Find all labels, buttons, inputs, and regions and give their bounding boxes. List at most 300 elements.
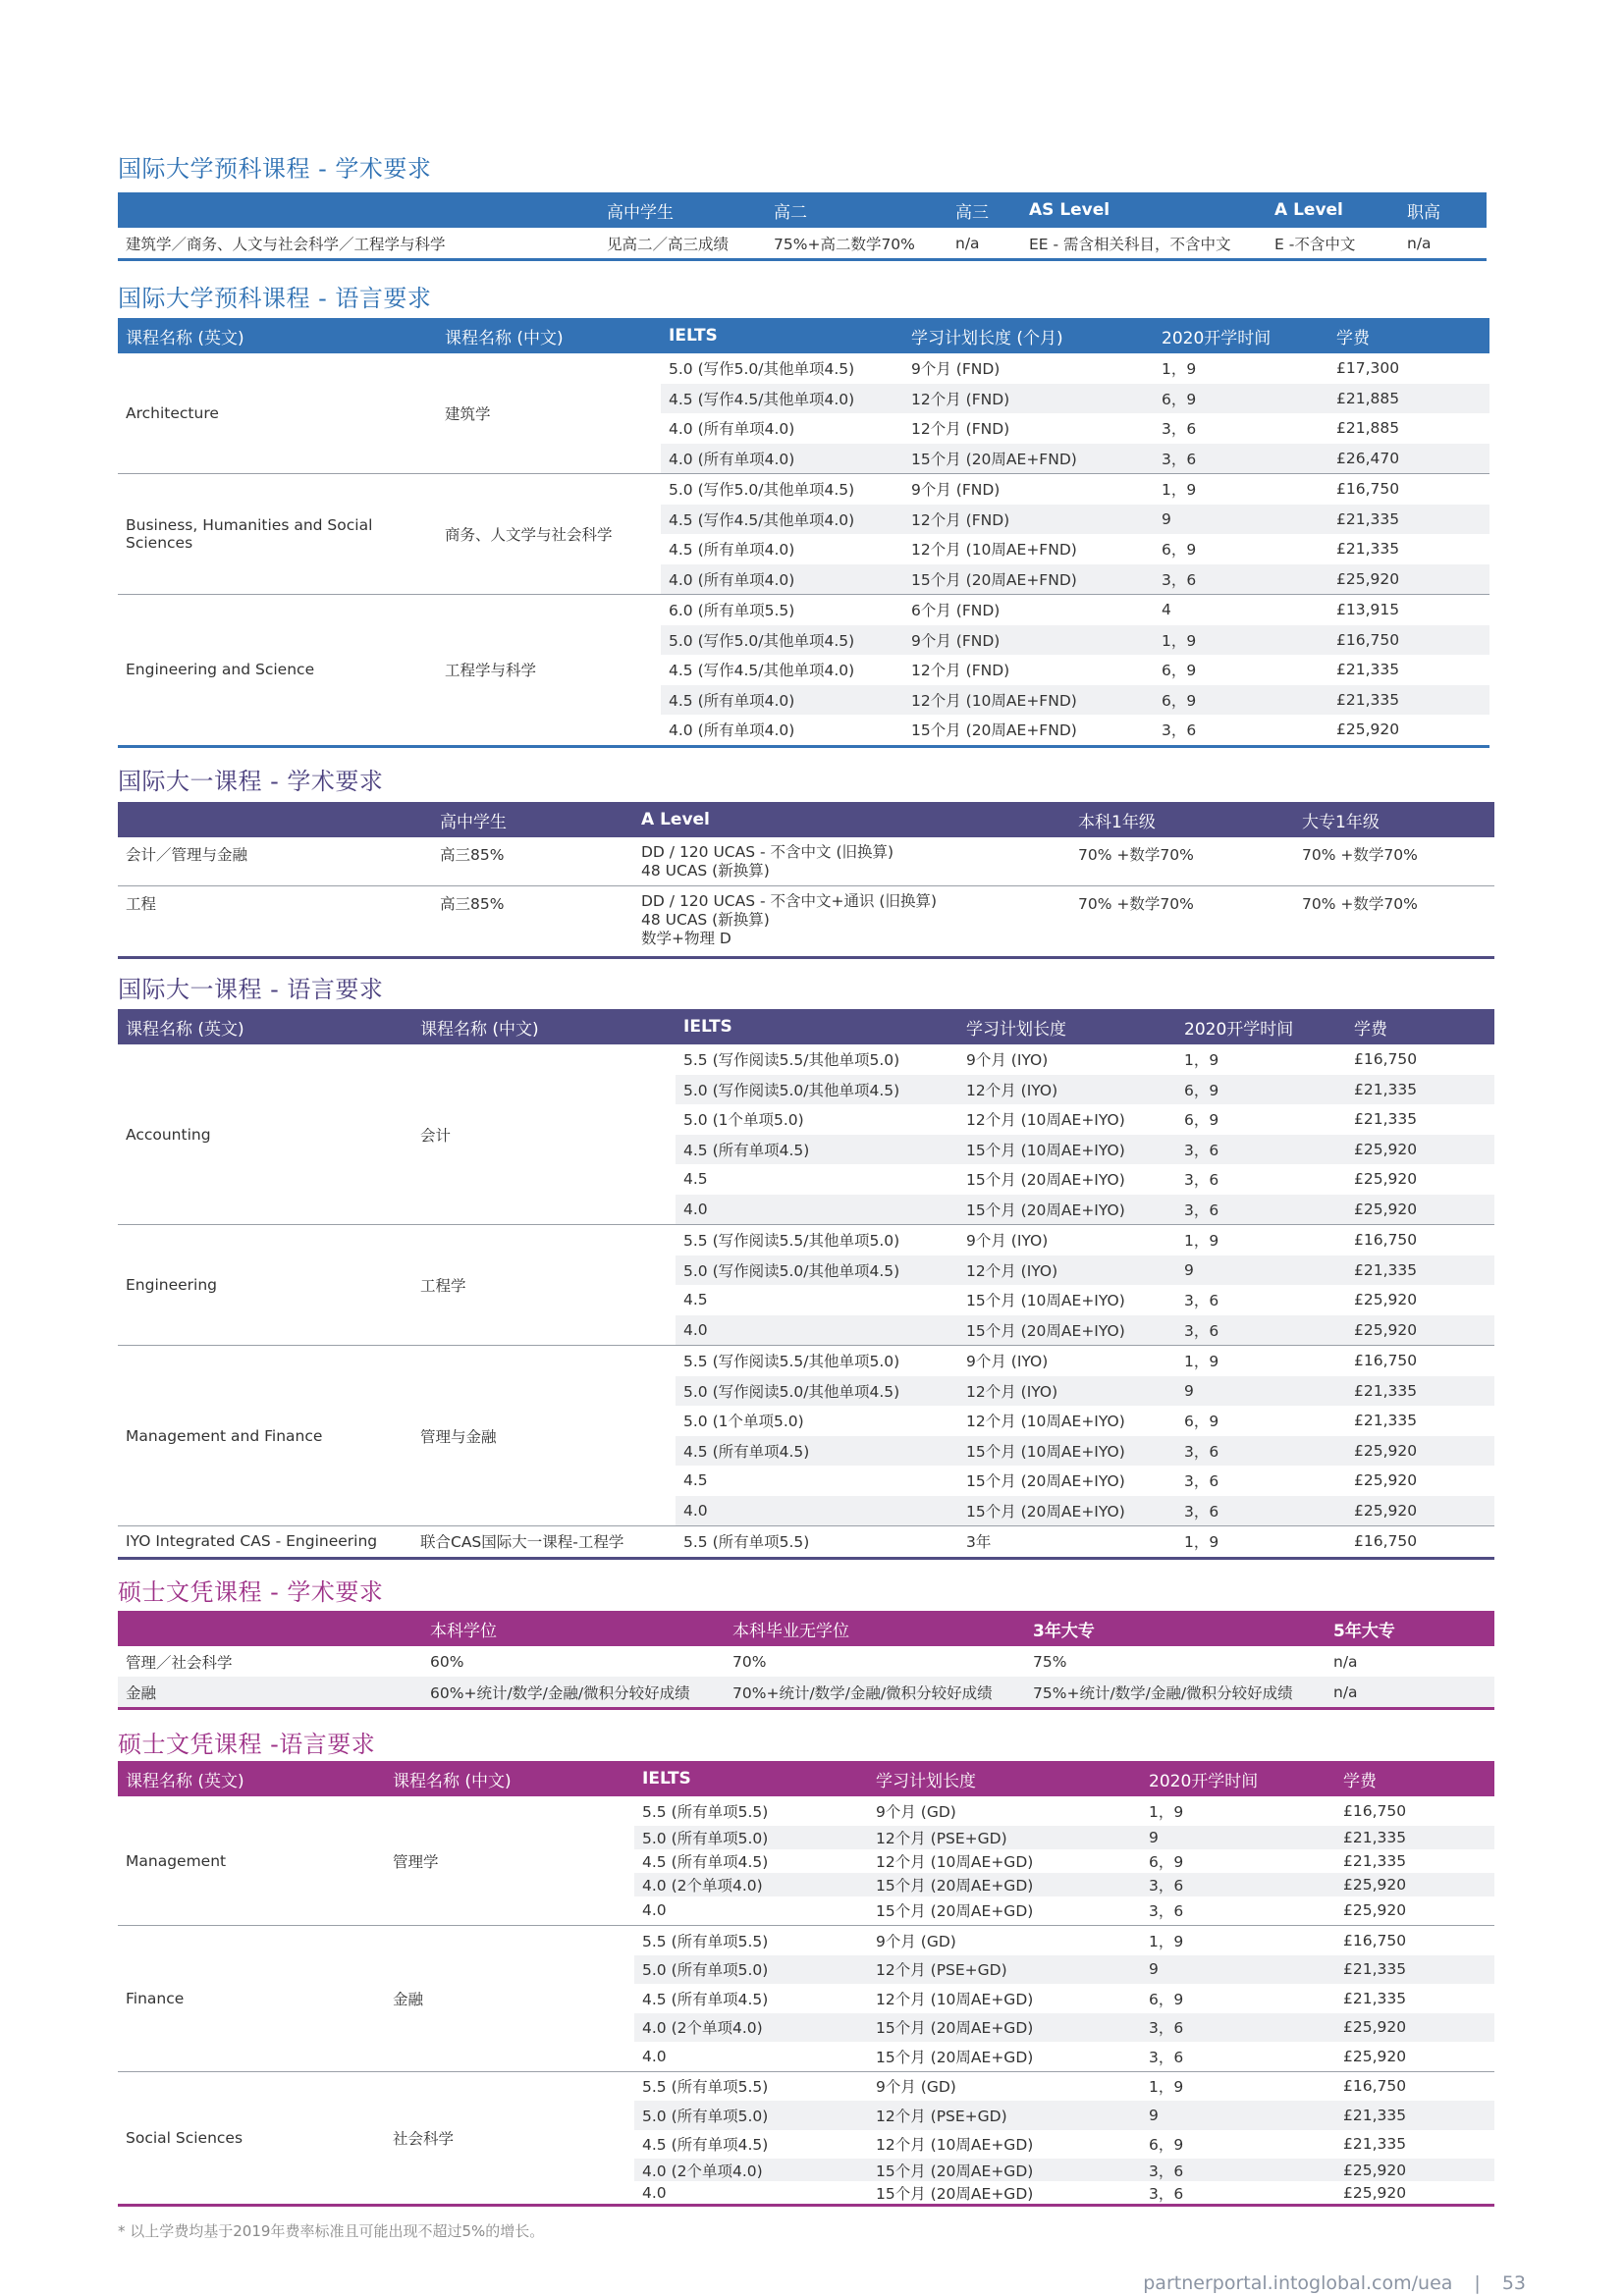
start-cell: 6，9 (1149, 1852, 1184, 1871)
option-row (634, 2101, 1494, 2130)
start-cell: 6，9 (1184, 1081, 1219, 1099)
duration-cell: 9个月 (IYO) (966, 1353, 1049, 1371)
duration-cell: 15个月 (20周AE+GD) (876, 2162, 1034, 2180)
alevel-line: DD / 120 UCAS - 不含中文+通识 (旧换算) (641, 892, 938, 910)
option-row (634, 2181, 1494, 2204)
fee-cell: £17,300 (1336, 359, 1400, 378)
duration-cell: 12个月 (10周AE+IYO) (966, 1413, 1125, 1431)
page-number: 53 (1501, 2272, 1526, 2294)
course-name-cn: 管理与金融 (420, 1427, 497, 1446)
ielts-cell: 4.0 (683, 1200, 708, 1218)
option-row (676, 1164, 1494, 1195)
fee-cell: £16,750 (1354, 1352, 1418, 1370)
gd-language-table (118, 1761, 1494, 2207)
ielts-cell: 4.0 (所有单项4.0) (669, 450, 795, 468)
fee-cell: £25,920 (1343, 2183, 1407, 2202)
fee-cell: £16,750 (1354, 1532, 1418, 1551)
ielts-cell: 4.5 (写作4.5/其他单项4.0) (669, 390, 855, 408)
fee-cell: £16,750 (1336, 630, 1400, 649)
fee-cell: £21,335 (1343, 2135, 1407, 2154)
ielts-cell: 4.5 (683, 1471, 708, 1490)
ielts-cell: 5.5 (所有单项5.5) (683, 1533, 810, 1552)
start-cell: 1，9 (1184, 1353, 1219, 1371)
course-group (118, 1346, 1494, 1526)
header-cell: 本科学位 (430, 1621, 497, 1641)
duration-cell: 9个月 (GD) (876, 1802, 956, 1821)
option-row (676, 1346, 1494, 1376)
page-footer (1143, 2272, 1526, 2294)
option-row (634, 1849, 1494, 1873)
fee-cell: £21,335 (1354, 1381, 1418, 1400)
course-name-en: Engineering and Science (126, 661, 315, 679)
header-cell: 3年大专 (1033, 1621, 1095, 1641)
option-row (634, 2130, 1494, 2160)
fee-cell: £25,920 (1354, 1501, 1418, 1520)
ielts-cell: 4.5 (所有单项4.5) (642, 2136, 769, 2155)
table-header (118, 1761, 1494, 1796)
table-cell: n/a (955, 234, 980, 252)
start-cell: 6，9 (1162, 662, 1197, 680)
duration-cell: 15个月 (20周AE+FND) (911, 570, 1077, 589)
option-rows (676, 1044, 1494, 1224)
course-group (118, 1926, 1494, 2072)
ielts-cell: 5.5 (写作阅读5.5/其他单项5.0) (683, 1353, 900, 1371)
fee-cell: £13,915 (1336, 601, 1400, 619)
option-row (661, 534, 1489, 564)
fee-cell: £21,335 (1336, 509, 1400, 528)
option-rows (661, 474, 1489, 594)
fee-cell: £21,335 (1343, 1960, 1407, 1979)
course-name-en: IYO Integrated CAS - Engineering (126, 1532, 378, 1551)
fee-cell: £16,750 (1343, 1931, 1407, 1949)
header-cell: 5年大专 (1333, 1621, 1395, 1641)
ielts-cell: 4.5 (所有单项4.0) (669, 691, 795, 710)
start-cell: 3，6 (1149, 2162, 1184, 2180)
fee-cell: £21,335 (1354, 1260, 1418, 1279)
ielts-cell: 4.5 (写作4.5/其他单项4.0) (669, 662, 855, 680)
ielts-cell: 4.5 (所有单项4.5) (642, 1990, 769, 2008)
header-cell: 2020开学时间 (1149, 1771, 1259, 1791)
option-row (676, 1436, 1494, 1467)
course-group (118, 474, 1489, 595)
start-cell: 3，6 (1184, 1442, 1219, 1461)
course-name-en: Engineering (126, 1276, 217, 1294)
alevel-line: DD / 120 UCAS - 不含中文 (旧换算) (641, 843, 894, 861)
ielts-cell: 5.5 (写作阅读5.5/其他单项5.0) (683, 1051, 900, 1070)
option-row (676, 1285, 1494, 1315)
option-row (634, 2159, 1494, 2181)
header-cell: 高中学生 (440, 812, 507, 832)
ielts-cell: 4.0 (683, 1501, 708, 1520)
header-cell: 学习计划长度 (个月) (911, 328, 1063, 348)
table-row (118, 228, 1487, 258)
table-cell: 70% +数学70% (1078, 846, 1194, 864)
table-cell: 75% (1033, 1652, 1067, 1671)
header-cell: 高三 (955, 202, 989, 223)
fee-cell: £25,920 (1336, 721, 1400, 739)
table-cell: E -不含中文 (1274, 235, 1356, 253)
course-name-cn: 社会科学 (393, 2129, 455, 2148)
table-cell: 金融 (126, 1683, 157, 1702)
option-row (676, 1104, 1494, 1135)
ielts-cell: 5.0 (写作5.0/其他单项4.5) (669, 481, 855, 500)
course-group (118, 353, 1489, 474)
duration-cell: 15个月 (20周AE+IYO) (966, 1321, 1125, 1340)
option-row (634, 1873, 1494, 1896)
footer-separator: | (1474, 2272, 1481, 2294)
option-row (661, 685, 1489, 716)
course-name-cn: 管理学 (393, 1852, 439, 1871)
table-cell: 60%+统计/数学/金融/微积分较好成绩 (430, 1683, 690, 1702)
section-title-foundation-academic: 国际大学预科课程 - 学术要求 (118, 155, 432, 183)
start-cell: 1，9 (1184, 1533, 1219, 1552)
fee-cell: £21,335 (1336, 690, 1400, 709)
alevel-cell (633, 843, 1070, 881)
header-cell: 课程名称 (英文) (126, 1771, 244, 1791)
section-title-iyo-academic: 国际大一课程 - 学术要求 (118, 768, 384, 795)
duration-cell: 12个月 (FND) (911, 510, 1010, 529)
duration-cell: 9个月 (GD) (876, 1932, 956, 1950)
alevel-line: 数学+物理 D (641, 930, 731, 947)
header-cell: 学费 (1336, 328, 1370, 348)
iyo-language-table (118, 1009, 1494, 1560)
table-cell: 见高二／高三成绩 (607, 235, 730, 253)
fee-cell: £21,335 (1354, 1412, 1418, 1430)
table-cell: 75%+统计/数学/金融/微积分较好成绩 (1033, 1683, 1293, 1702)
header-cell: IELTS (683, 1017, 732, 1037)
course-name-en: Social Sciences (126, 2128, 244, 2147)
header-cell: 课程名称 (英文) (126, 328, 244, 348)
fee-cell: £25,920 (1354, 1170, 1418, 1189)
header-cell: AS Level (1029, 200, 1110, 220)
start-cell: 6，9 (1149, 2136, 1184, 2155)
alevel-cell (633, 892, 1070, 948)
option-row (676, 1466, 1494, 1496)
start-cell: 9 (1149, 1960, 1159, 1979)
header-cell: 本科毕业无学位 (732, 1621, 849, 1641)
option-row (634, 1796, 1494, 1826)
table-header (118, 192, 1487, 228)
header-cell: 2020开学时间 (1162, 328, 1272, 348)
ielts-cell: 4.0 (所有单项4.0) (669, 721, 795, 740)
fee-cell: £25,920 (1354, 1471, 1418, 1490)
start-cell: 3，6 (1149, 1902, 1184, 1921)
fee-cell: £21,885 (1336, 389, 1400, 407)
option-row (661, 444, 1489, 474)
header-cell: 课程名称 (中文) (393, 1771, 512, 1791)
start-cell: 6，9 (1162, 390, 1197, 408)
option-rows (676, 1346, 1494, 1525)
start-cell: 3，6 (1162, 721, 1197, 740)
fee-cell: £25,920 (1354, 1200, 1418, 1218)
duration-cell: 12个月 (PSE+GD) (876, 1961, 1007, 1980)
fee-cell: £21,335 (1336, 540, 1400, 559)
duration-cell: 15个月 (10周AE+IYO) (966, 1442, 1125, 1461)
option-row (676, 1315, 1494, 1346)
ielts-cell: 4.5 (所有单项4.0) (669, 541, 795, 560)
duration-cell: 12个月 (PSE+GD) (876, 1829, 1007, 1847)
start-cell: 9 (1149, 1828, 1159, 1846)
duration-cell: 15个月 (20周AE+GD) (876, 1902, 1034, 1921)
duration-cell: 12个月 (10周AE+GD) (876, 1990, 1034, 2008)
option-row (676, 1195, 1494, 1225)
iyo-academic-table (118, 802, 1494, 959)
course-name-en: Finance (126, 1989, 185, 2007)
ielts-cell: 5.5 (所有单项5.5) (642, 1932, 769, 1950)
duration-cell: 9个月 (FND) (911, 631, 1001, 650)
option-row (661, 655, 1489, 685)
course-group (118, 595, 1489, 748)
duration-cell: 15个月 (20周AE+GD) (876, 2048, 1034, 2066)
header-cell: 职高 (1407, 202, 1440, 223)
section-title-foundation-language: 国际大学预科课程 - 语言要求 (118, 285, 432, 312)
option-row (661, 505, 1489, 535)
option-rows (634, 2072, 1494, 2205)
table-cell: 70% +数学70% (1302, 895, 1418, 913)
start-cell: 3，6 (1149, 2184, 1184, 2203)
ielts-cell: 6.0 (所有单项5.5) (669, 602, 795, 620)
start-cell: 3，6 (1184, 1171, 1219, 1190)
header-cell: 本科1年级 (1078, 812, 1156, 832)
table-cell: 60% (430, 1652, 464, 1671)
option-row (676, 1225, 1494, 1255)
gd-academic-table (118, 1611, 1494, 1710)
ielts-cell: 4.5 (所有单项4.5) (683, 1141, 810, 1159)
table-cell: 管理／社会科学 (126, 1653, 233, 1672)
duration-cell: 12个月 (10周AE+FND) (911, 691, 1077, 710)
ielts-cell: 5.0 (1个单项5.0) (683, 1111, 804, 1130)
fee-cell: £21,335 (1343, 1989, 1407, 2007)
option-row (661, 715, 1489, 745)
duration-cell: 15个月 (20周AE+IYO) (966, 1201, 1125, 1219)
foundation-language-table (118, 318, 1489, 748)
start-cell: 6，9 (1162, 691, 1197, 710)
ielts-cell: 4.0 (所有单项4.0) (669, 420, 795, 439)
option-row (661, 353, 1489, 384)
start-cell: 1，9 (1149, 1932, 1184, 1950)
course-name-cn: 建筑学 (445, 405, 491, 423)
duration-cell: 15个月 (20周AE+GD) (876, 2184, 1034, 2203)
fee-cell: £25,920 (1354, 1320, 1418, 1339)
header-cell: 学费 (1354, 1019, 1387, 1040)
fee-cell: £25,920 (1343, 1875, 1407, 1894)
ielts-cell: 4.0 (642, 2183, 667, 2202)
fee-cell: £25,920 (1343, 2018, 1407, 2037)
table-cell: 高三85% (440, 846, 505, 864)
table-cell: 建筑学／商务、人文与社会科学／工程学与科学 (126, 235, 446, 253)
course-name-en: Accounting (126, 1125, 211, 1144)
duration-cell: 15个月 (20周AE+FND) (911, 721, 1077, 740)
start-cell: 6，9 (1184, 1111, 1219, 1130)
header-cell: A Level (641, 810, 710, 829)
option-row (661, 384, 1489, 414)
duration-cell: 15个月 (20周AE+IYO) (966, 1472, 1125, 1491)
table-cell: n/a (1333, 1682, 1358, 1701)
duration-cell: 15个月 (20周AE+IYO) (966, 1502, 1125, 1521)
header-cell: IELTS (669, 326, 718, 346)
ielts-cell: 5.0 (1个单项5.0) (683, 1413, 804, 1431)
course-group (118, 1796, 1494, 1926)
table-cell: 70% (732, 1652, 767, 1671)
ielts-cell: 4.0 (642, 1901, 667, 1920)
fee-cell: £25,920 (1354, 1140, 1418, 1158)
section-title-iyo-language: 国际大一课程 - 语言要求 (118, 976, 384, 1003)
duration-cell: 12个月 (IYO) (966, 1261, 1058, 1280)
fee-cell: £16,750 (1354, 1231, 1418, 1250)
start-cell: 1，9 (1162, 481, 1197, 500)
ielts-cell: 5.0 (写作阅读5.0/其他单项4.5) (683, 1081, 900, 1099)
course-name-cn: 金融 (393, 1990, 424, 2008)
start-cell: 9 (1184, 1381, 1194, 1400)
course-name-cn: 工程学 (420, 1277, 466, 1295)
fee-cell: £16,750 (1343, 2077, 1407, 2096)
start-cell: 6，9 (1149, 1990, 1184, 2008)
table-cell: 70% +数学70% (1302, 846, 1418, 864)
option-row (661, 474, 1489, 505)
start-cell: 3，6 (1184, 1292, 1219, 1310)
option-rows (661, 353, 1489, 473)
option-row (661, 625, 1489, 656)
fee-cell: £16,750 (1354, 1050, 1418, 1069)
ielts-cell: 4.5 (所有单项4.5) (683, 1442, 810, 1461)
foundation-academic-table (118, 192, 1487, 261)
duration-cell: 12个月 (FND) (911, 662, 1010, 680)
course-name-cn: 会计 (420, 1126, 452, 1145)
ielts-cell: 5.0 (所有单项5.0) (642, 1961, 769, 1980)
ielts-cell: 4.0 (所有单项4.0) (669, 570, 795, 589)
option-row (661, 564, 1489, 595)
start-cell: 1，9 (1162, 631, 1197, 650)
duration-cell: 12个月 (10周AE+GD) (876, 1852, 1034, 1871)
duration-cell: 12个月 (IYO) (966, 1081, 1058, 1099)
table-cell: EE - 需含相关科目，不含中文 (1029, 235, 1231, 253)
option-row (661, 595, 1489, 625)
duration-cell: 9个月 (GD) (876, 2078, 956, 2097)
course-group (118, 1526, 1494, 1560)
fee-cell: £25,920 (1336, 569, 1400, 588)
course-name-cn: 商务、人文学与社会科学 (445, 526, 613, 544)
start-cell: 9 (1162, 509, 1171, 528)
option-rows (634, 1796, 1494, 1925)
ielts-cell: 5.0 (所有单项5.0) (642, 2107, 769, 2125)
table-row (118, 886, 1494, 956)
fee-cell: £21,335 (1354, 1110, 1418, 1129)
option-row (634, 2013, 1494, 2043)
table-header (118, 802, 1494, 837)
start-cell: 1，9 (1162, 360, 1197, 379)
ielts-cell: 5.0 (写作阅读5.0/其他单项4.5) (683, 1261, 900, 1280)
start-cell: 3，6 (1184, 1141, 1219, 1159)
fee-cell: £21,335 (1336, 661, 1400, 679)
table-header (118, 1611, 1494, 1646)
fee-cell: £21,335 (1343, 1828, 1407, 1846)
table-cell: 高三85% (440, 895, 505, 913)
duration-cell: 12个月 (IYO) (966, 1382, 1058, 1401)
fee-cell: £16,750 (1343, 1801, 1407, 1820)
start-cell: 6，9 (1162, 541, 1197, 560)
start-cell: 1，9 (1184, 1232, 1219, 1251)
duration-cell: 15个月 (20周AE+IYO) (966, 1171, 1125, 1190)
duration-cell: 15个月 (10周AE+IYO) (966, 1141, 1125, 1159)
header-cell: A Level (1274, 200, 1343, 220)
portal-link[interactable]: partnerportal.intoglobal.com/uea (1143, 2272, 1453, 2294)
header-cell: 学费 (1343, 1771, 1377, 1791)
duration-cell: 3年 (966, 1533, 992, 1552)
alevel-line: 48 UCAS (新换算) (641, 862, 770, 880)
start-cell: 9 (1184, 1260, 1194, 1279)
course-name-cn: 工程学与科学 (445, 662, 537, 680)
table-cell: n/a (1333, 1652, 1358, 1671)
option-row (634, 1955, 1494, 1985)
start-cell: 1，9 (1184, 1051, 1219, 1070)
option-row (634, 2072, 1494, 2102)
ielts-cell: 5.5 (所有单项5.5) (642, 2078, 769, 2097)
header-cell: 大专1年级 (1302, 812, 1380, 832)
option-row (634, 1984, 1494, 2013)
option-rows (634, 1926, 1494, 2071)
option-row (676, 1044, 1494, 1075)
table-header (118, 318, 1489, 353)
start-cell: 3，6 (1162, 420, 1197, 439)
alevel-line: 48 UCAS (新换算) (641, 911, 770, 929)
option-row (634, 2042, 1494, 2071)
duration-cell: 15个月 (10周AE+IYO) (966, 1292, 1125, 1310)
option-row (634, 1926, 1494, 1955)
table-cell: 70% +数学70% (1078, 895, 1194, 913)
ielts-cell: 4.5 (683, 1291, 708, 1309)
table-cell: 70%+统计/数学/金融/微积分较好成绩 (732, 1683, 993, 1702)
fee-cell: £21,335 (1343, 1851, 1407, 1870)
fee-cell: £26,470 (1336, 449, 1400, 467)
duration-cell: 12个月 (FND) (911, 390, 1010, 408)
duration-cell: 6个月 (FND) (911, 602, 1001, 620)
start-cell: 1，9 (1149, 1802, 1184, 1821)
fee-cell: £25,920 (1343, 1901, 1407, 1920)
option-row (661, 413, 1489, 444)
duration-cell: 15个月 (20周AE+GD) (876, 1876, 1034, 1895)
option-rows (676, 1225, 1494, 1345)
course-group (118, 2072, 1494, 2208)
start-cell: 3，6 (1184, 1201, 1219, 1219)
course-group (118, 1225, 1494, 1346)
section-title-gd-academic: 硕士文凭课程 - 学术要求 (118, 1578, 384, 1606)
start-cell: 3，6 (1149, 1876, 1184, 1895)
duration-cell: 9个月 (FND) (911, 481, 1001, 500)
fee-cell: £16,750 (1336, 480, 1400, 499)
course-group (118, 1044, 1494, 1225)
header-cell: 课程名称 (中文) (445, 328, 564, 348)
ielts-cell: 5.5 (写作阅读5.5/其他单项5.0) (683, 1232, 900, 1251)
duration-cell: 9个月 (FND) (911, 360, 1001, 379)
course-name-en: Management (126, 1851, 227, 1870)
option-row (676, 1406, 1494, 1436)
ielts-cell: 4.0 (642, 2047, 667, 2065)
option-row (676, 1075, 1494, 1105)
ielts-cell: 5.0 (写作5.0/其他单项4.5) (669, 360, 855, 379)
option-row (676, 1496, 1494, 1526)
fee-cell: £21,335 (1354, 1080, 1418, 1098)
header-cell: IELTS (642, 1769, 691, 1789)
header-cell: 课程名称 (中文) (420, 1019, 539, 1040)
table-cell: 75%+高二数学70% (774, 235, 915, 253)
duration-cell: 12个月 (10周AE+GD) (876, 2136, 1034, 2155)
start-cell: 3，6 (1184, 1472, 1219, 1491)
duration-cell: 15个月 (20周AE+FND) (911, 450, 1077, 468)
option-row (676, 1135, 1494, 1165)
duration-cell: 12个月 (10周AE+IYO) (966, 1111, 1125, 1130)
table-cell: n/a (1407, 234, 1432, 252)
option-rows (661, 595, 1489, 745)
